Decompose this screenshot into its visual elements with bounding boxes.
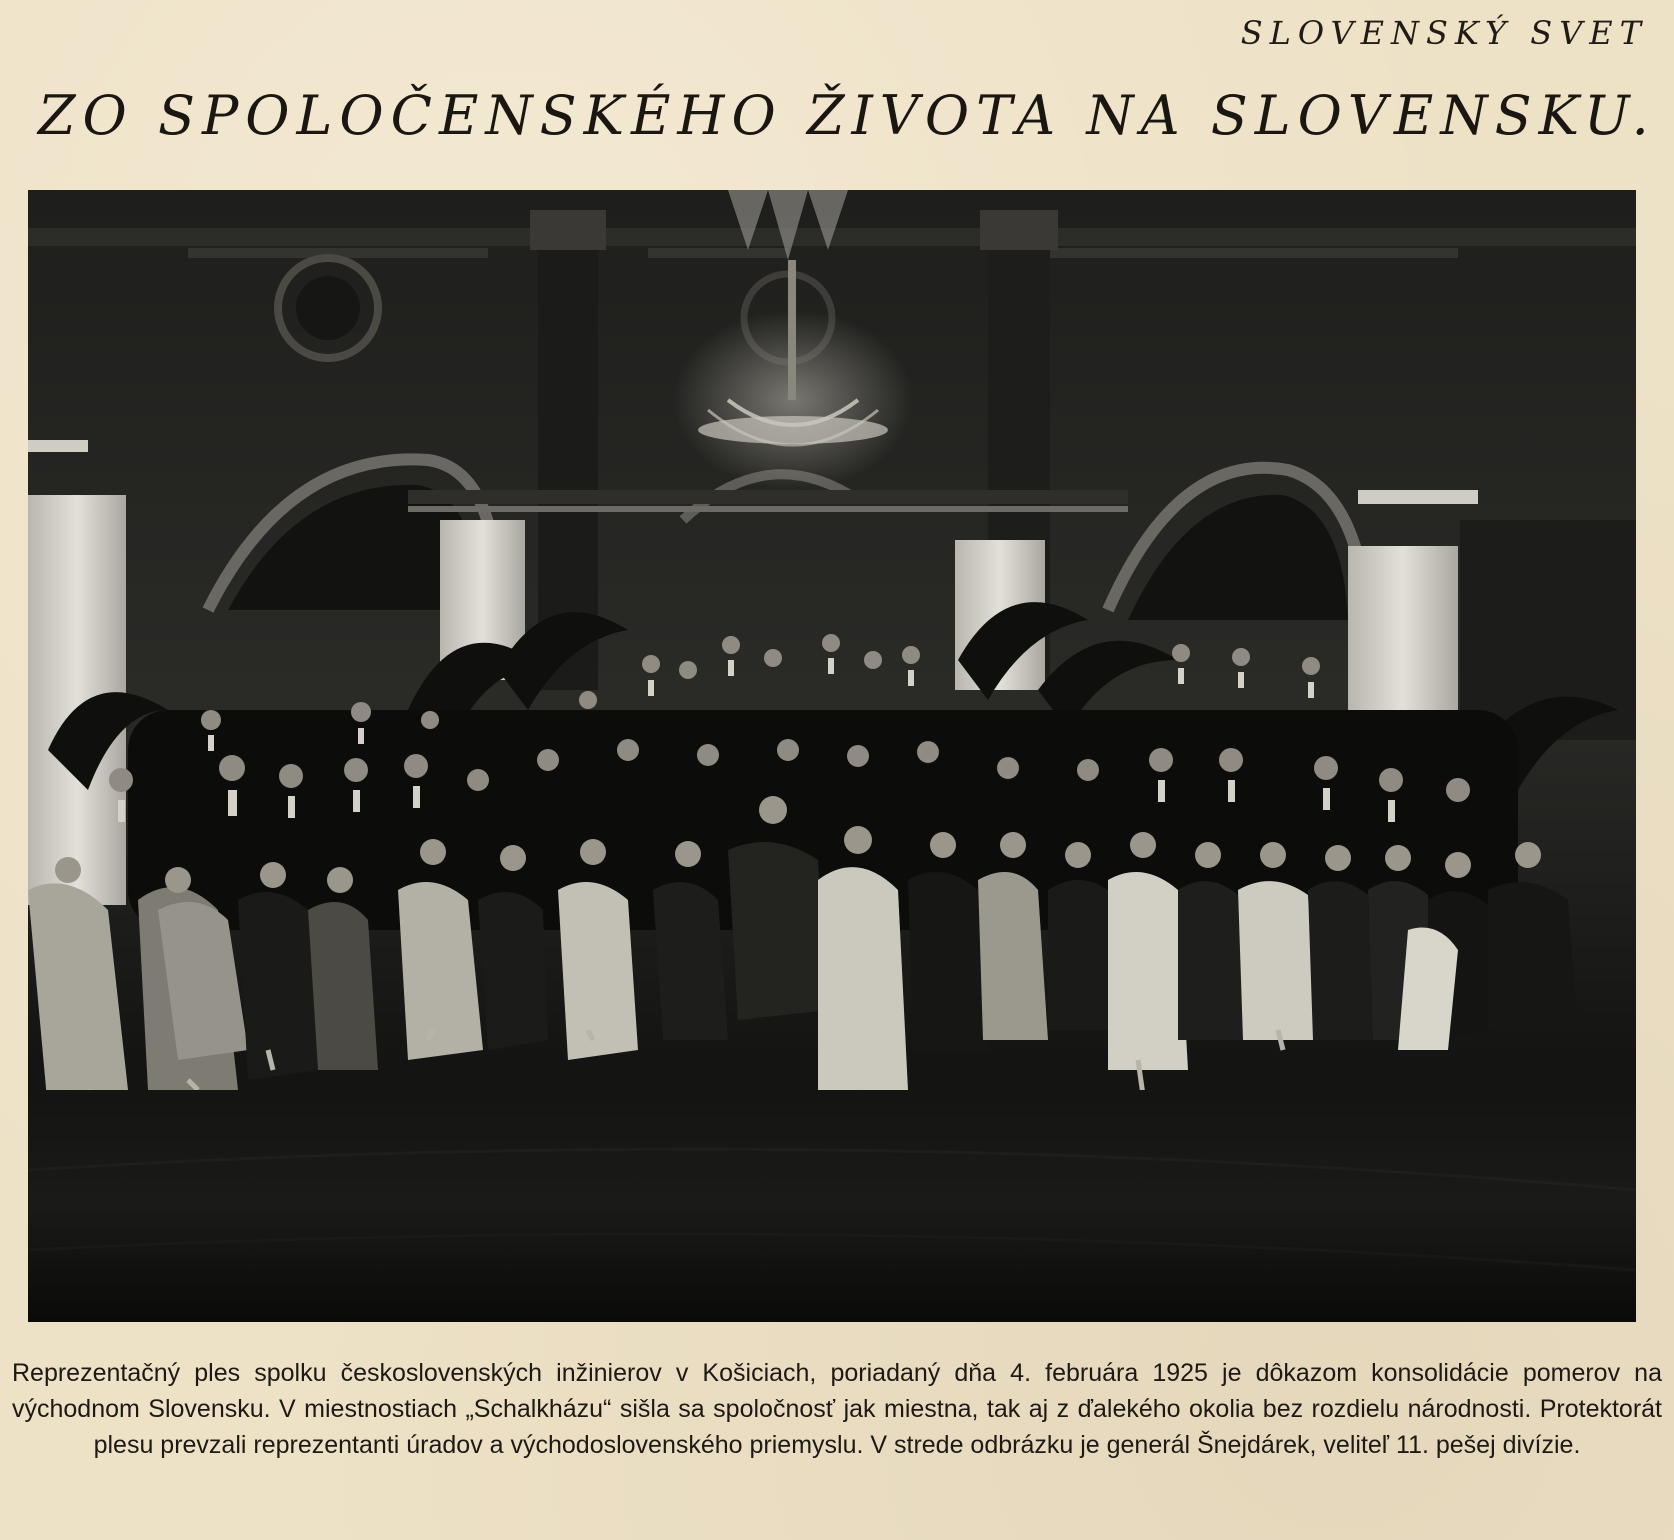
group-photograph xyxy=(28,190,1636,1322)
photograph-illustration xyxy=(28,190,1636,1322)
running-head: SLOVENSKÝ SVET xyxy=(1240,14,1648,52)
article-title: ZO SPOLOČENSKÉHO ŽIVOTA NA SLOVENSKU. xyxy=(38,84,1656,147)
photo-caption: Reprezentačný ples spolku československých inžinierov v Košiciach, poriadaný dňa 4. februára 1925 je dôkazom konsolidácie pomerov na východnom Slovensku. V miestnostiach „Schalkházu“ sišla sa spoločnosť jak miestna, tak aj z ďalekého okolia bez rozdielu národnosti. Protektorát plesu prevzali reprezentanti úradov a východoslovenského priemyslu. V strede odbrázku je generál Šnejdárek, veliteľ 11. pešej divízie. xyxy=(12,1359,1662,1459)
